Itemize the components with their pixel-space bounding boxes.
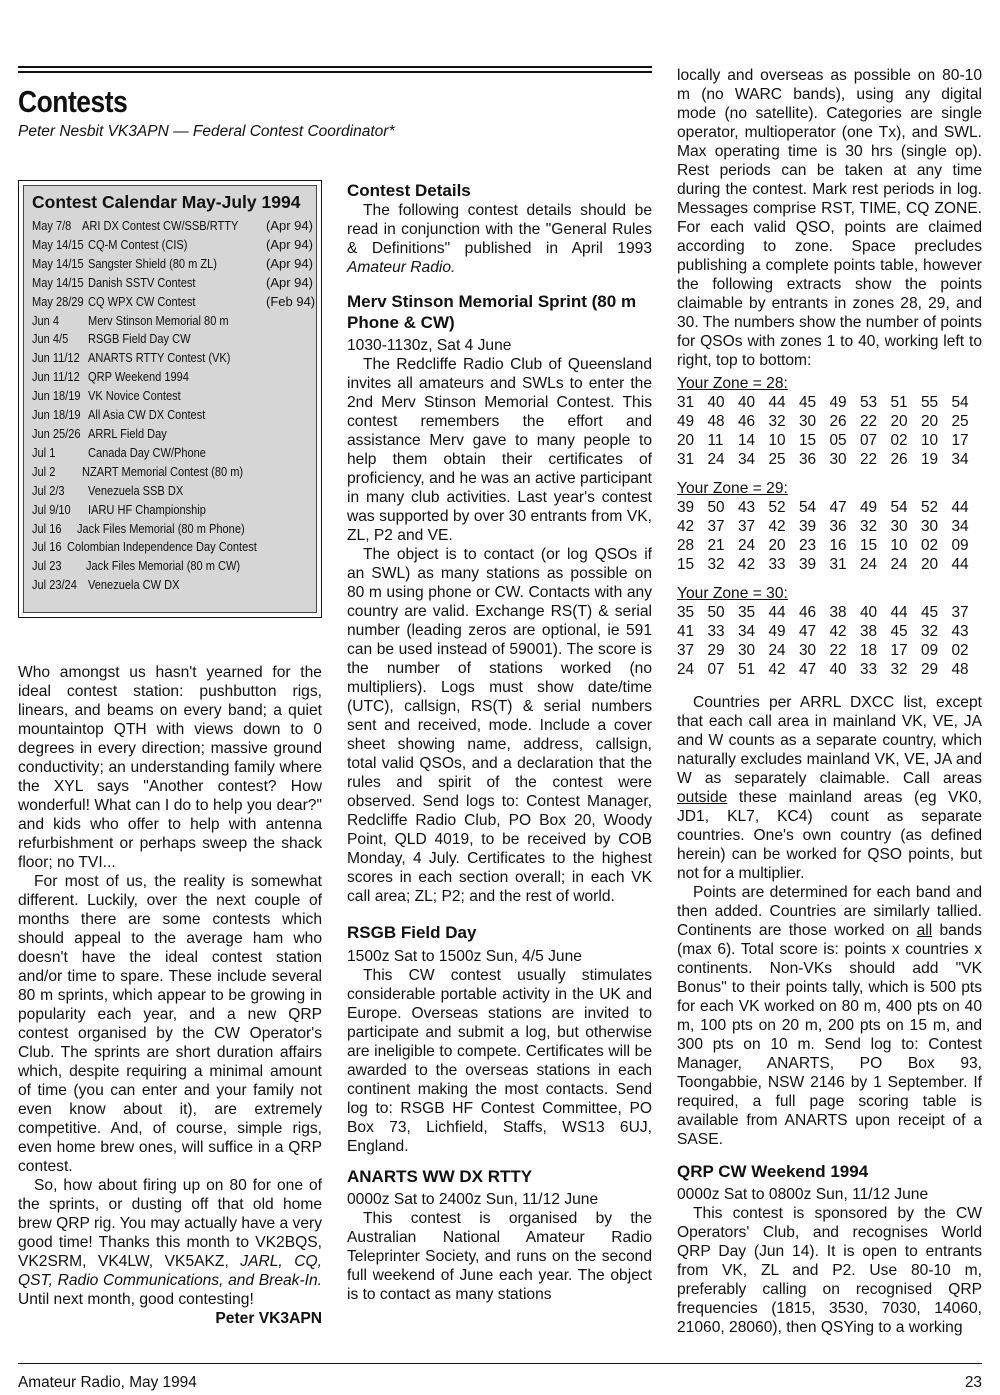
zone-points-cell: 37 xyxy=(951,604,969,621)
zone-points-cell: 48 xyxy=(707,413,725,430)
zone-tables xyxy=(677,374,982,679)
calendar-name: RSGB Field Day CW xyxy=(88,331,191,347)
zone-points-cell: 42 xyxy=(738,556,756,573)
calendar-name: CQ WPX CW Contest xyxy=(88,293,196,309)
zone-points-cell: 47 xyxy=(829,499,847,516)
zone-points-cell: 40 xyxy=(860,604,878,621)
calendar-row xyxy=(32,444,310,463)
calendar-name: Canada Day CW/Phone xyxy=(88,444,206,460)
merv-paragraph-2: The object is to contact (or log QSOs if an SWL) as many stations as possible on 80 m using phone or CW. Contacts with any country are valid. Exchange RS(T) & serial number (leading zeros are optional, ie 591 can be used instead of 59001). The score is the number of stations worked (no multipliers). Logs must show date/time (UTC), callsign, RS(T) & serial numbers sent and received, mode. Include a cover sheet showing name, address, callsign, total valid QSOs, and a declaration that the rules and spirit of the contest were observed. Send logs to: Contest Manager, Redcliffe Radio Club, PO Box 20, Woody Point, QLD 4019, to be received by COB Monday, 4 July. Certificates to the highest scores in each section overall; in each VK call area; ZL; P2; and the rest of world. xyxy=(347,546,652,905)
calendar-date: Jul 23/24 xyxy=(32,577,77,593)
zone-points-cell: 02 xyxy=(921,537,939,554)
zone-points-cell: 16 xyxy=(829,537,847,554)
zone-points-cell: 39 xyxy=(799,556,817,573)
calendar-date: Jun 11/12 xyxy=(32,350,80,366)
zone-points-cell: 54 xyxy=(890,499,908,516)
countries-paragraph: Countries per ARRL DXCC list, except that each call area in mainland VK, VE, JA and W counts as a separate country, which naturally excludes mainland VK, VE, JA and W as separately claimable. Call areas outside these mainland areas (eg VK0, JD1, KL7, KC4) count as separate countries. One's own country (as defined herein) can be worked for QSO points, but not for a multiplier. xyxy=(677,694,982,882)
zone-points-cell: 31 xyxy=(829,556,847,573)
header-rule xyxy=(18,66,652,68)
calendar-row xyxy=(32,520,310,539)
zone-points-cell: 18 xyxy=(860,642,878,659)
zone-points-cell: 24 xyxy=(677,661,695,678)
zone-points-grid xyxy=(677,603,982,679)
zone-points-cell: 49 xyxy=(768,623,786,640)
zone-points-cell: 29 xyxy=(921,661,939,678)
zone-points-cell: 10 xyxy=(890,537,908,554)
calendar-name: IARU HF Championship xyxy=(88,501,206,517)
calendar-ref xyxy=(267,557,310,576)
calendar-row xyxy=(32,255,313,274)
calendar-name: Colombian Independence Day Contest xyxy=(66,539,257,555)
calendar-date: Jun 25/26 xyxy=(32,425,81,441)
section-heading-merv-stinson: Merv Stinson Memorial Sprint (80 m Phone & CW) xyxy=(347,292,637,332)
zone-points-cell: 20 xyxy=(921,413,939,430)
zone-points-cell: 02 xyxy=(890,432,908,449)
zone-points-cell: 09 xyxy=(951,537,969,554)
zone-points-cell: 05 xyxy=(829,432,847,449)
calendar-date: Jul 23 xyxy=(32,558,62,574)
calendar-name: ARI DX Contest CW/SSB/RTTY xyxy=(82,218,239,233)
zone-points-cell: 45 xyxy=(921,604,939,621)
zone-points-cell: 09 xyxy=(921,642,939,659)
calendar-date: Jun 11/12 xyxy=(32,369,80,385)
thanks-paragraph: So, how about firing up on 80 for one of the sprints, or dusting off that old home brew QRP rig. You may actually have a very good time! Thanks this month to VK2BQS, VK2SRM, VK4LW, VK5AKZ, JARL, CQ, QST, Radio Communications, and Break-In. Until next month, good contesting! xyxy=(18,1177,322,1308)
zone-points-cell: 25 xyxy=(768,451,786,468)
zone-points-cell: 21 xyxy=(707,537,725,554)
zone-label: Your Zone = 30: xyxy=(677,585,788,602)
calendar-ref xyxy=(266,349,310,368)
zone-points-cell: 15 xyxy=(799,432,817,449)
zone-points-cell: 17 xyxy=(951,432,969,449)
zone-points-cell: 29 xyxy=(707,642,725,659)
calendar-date: May 14/15 xyxy=(32,236,84,252)
zone-points-cell: 54 xyxy=(951,394,969,411)
zone-points-cell: 22 xyxy=(860,451,878,468)
zone-points-cell: 14 xyxy=(738,432,756,449)
calendar-row xyxy=(32,482,310,501)
calendar-date: Jun 18/19 xyxy=(32,407,81,423)
zone-points-cell: 35 xyxy=(738,604,756,621)
column-1 xyxy=(18,663,322,1328)
zone-label: Your Zone = 28: xyxy=(677,375,788,392)
calendar-name: NZART Memorial Contest (80 m) xyxy=(81,463,243,479)
column-2 xyxy=(347,180,652,1304)
calendar-name: CQ-M Contest (CIS) xyxy=(88,236,188,252)
anarts-time: 0000z Sat to 2400z Sun, 11/12 June xyxy=(347,1191,599,1208)
zone-points-cell: 38 xyxy=(829,604,847,621)
zone-points-cell: 43 xyxy=(738,499,756,516)
zone-points-cell: 17 xyxy=(890,642,908,659)
zone-points-cell: 47 xyxy=(799,623,817,640)
calendar-ref xyxy=(266,387,310,406)
calendar-row xyxy=(32,538,310,557)
header-rule-2 xyxy=(18,71,652,73)
signature: Peter VK3APN xyxy=(215,1310,322,1327)
zone-points-cell: 32 xyxy=(921,623,939,640)
zone-points-cell: 47 xyxy=(799,661,817,678)
zone-points-cell: 20 xyxy=(768,537,786,554)
zone-points-cell: 46 xyxy=(738,413,756,430)
zone-points-cell: 22 xyxy=(860,413,878,430)
zone-points-cell: 15 xyxy=(860,537,878,554)
calendar-title: Contest Calendar May-July 1994 xyxy=(32,192,301,212)
calendar-ref xyxy=(274,520,310,539)
calendar-date: Jun 4 xyxy=(32,312,60,328)
zone-points-cell: 24 xyxy=(890,556,908,573)
zone-points-grid xyxy=(677,393,982,469)
zone-points-cell: 55 xyxy=(921,394,939,411)
calendar-ref: (Apr 94) xyxy=(266,255,313,271)
zone-points-cell: 34 xyxy=(738,623,756,640)
zone-points-cell: 30 xyxy=(799,642,817,659)
calendar-ref xyxy=(290,538,310,557)
anarts-paragraph: This contest is organised by the Australian National Amateur Radio Teleprinter Society, and runs on the second full weekend of June each year. The object is to contact as many stations xyxy=(347,1210,652,1303)
zone-points-cell: 30 xyxy=(829,451,847,468)
calendar-ref xyxy=(266,482,310,501)
calendar-row xyxy=(32,236,313,255)
zone-points-cell: 24 xyxy=(707,451,725,468)
zone-points-cell: 32 xyxy=(768,413,786,430)
zone-points-cell: 46 xyxy=(799,604,817,621)
footer-publication: Amateur Radio, May 1994 xyxy=(18,1374,197,1391)
zone-points-cell: 30 xyxy=(738,642,756,659)
calendar-row xyxy=(32,349,310,368)
calendar-date: Jul 2/3 xyxy=(32,482,65,498)
calendar-name: VK Novice Contest xyxy=(88,388,181,404)
zone-points-cell: 50 xyxy=(707,604,725,621)
points-paragraph: Points are determined for each band and then added. Countries are similarly tallied. Continents are those worked on all bands (max 6). Total score is: points x countries x continents. Non-VKs should add "VK Bonus" to their points tally, which is 500 pts for each VK worked on 80 m, 400 pts on 40 m, 100 pts on 20 m, 200 pts on 15 m, and 300 pts on 10 m. Send log to: Contest Manager, ANARTS, PO Box 93, Toongabbie, NSW 2146 by 1 September. If required, a full page scoring table is available from ANARTS upon receipt of a SASE. xyxy=(677,884,982,1148)
zone-points-cell: 32 xyxy=(707,556,725,573)
calendar-ref xyxy=(266,368,310,387)
zone-points-cell: 50 xyxy=(707,499,725,516)
section-heading-anarts: ANARTS WW DX RTTY xyxy=(347,1167,533,1186)
calendar-name: Venezuela SSB DX xyxy=(88,482,184,498)
calendar-ref: (Apr 94) xyxy=(266,274,313,290)
section-heading-qrp: QRP CW Weekend 1994 xyxy=(677,1162,869,1181)
zone-points-cell: 52 xyxy=(768,499,786,516)
zone-points-cell: 32 xyxy=(890,661,908,678)
zone-points-cell: 34 xyxy=(738,451,756,468)
calendar-date: Jun 18/19 xyxy=(32,388,81,404)
calendar-row xyxy=(32,501,310,520)
zone-points-cell: 52 xyxy=(921,499,939,516)
zone-points-cell: 45 xyxy=(799,394,817,411)
page-title: Contests xyxy=(18,84,128,119)
calendar-date: Jul 9/10 xyxy=(32,501,71,517)
zone-points-cell: 24 xyxy=(738,537,756,554)
zone-points-cell: 30 xyxy=(799,413,817,430)
calendar-ref xyxy=(266,444,310,463)
zone-points-cell: 33 xyxy=(860,661,878,678)
zone-points-cell: 44 xyxy=(768,604,786,621)
zone-points-cell: 42 xyxy=(829,623,847,640)
zone-points-cell: 31 xyxy=(677,394,695,411)
zone-points-cell: 51 xyxy=(890,394,908,411)
zone-points-cell: 34 xyxy=(951,451,969,468)
calendar-name: ARRL Field Day xyxy=(88,425,167,441)
section-heading-rsgb: RSGB Field Day xyxy=(347,923,477,942)
calendar-date: Jul 16 xyxy=(32,520,62,536)
calendar-ref xyxy=(266,425,310,444)
zone-points-cell: 53 xyxy=(860,394,878,411)
calendar-ref xyxy=(266,330,310,349)
calendar-date: May 14/15 xyxy=(32,255,84,271)
calendar-name: Venezuela CW DX xyxy=(88,577,180,593)
reality-paragraph: For most of us, the reality is somewhat different. Luckily, over the next couple of months there are some contests which should appeal to the average ham who doesn't have the ideal contest station and/or time to spare. These include several 80 m sprints, which appear to be growing in popularity each year, and a new QRP contest organised by the CW Operator's Club. The sprints are short duration affairs which, despite requiring a minimal amount of time (you can enter and your family not even know about it), are extremely competitive. And, of course, simple rigs, even home brew ones, will suffice in a QRP contest. xyxy=(18,873,322,1175)
zone-points-cell: 39 xyxy=(677,499,695,516)
calendar-ref xyxy=(266,312,310,331)
zone-points-cell: 23 xyxy=(799,537,817,554)
calendar-ref xyxy=(266,501,310,520)
calendar-list xyxy=(32,217,316,595)
calendar-ref: (Apr 94) xyxy=(266,218,313,233)
zone-points-cell: 31 xyxy=(677,451,695,468)
zone-points-cell: 10 xyxy=(768,432,786,449)
zone-points-cell: 35 xyxy=(677,604,695,621)
zone-points-cell: 34 xyxy=(951,518,969,535)
contest-calendar-box xyxy=(18,180,322,618)
zone-points-cell: 20 xyxy=(677,432,695,449)
calendar-ref xyxy=(271,463,310,482)
page-number: 23 xyxy=(964,1374,982,1391)
zone-points-cell: 33 xyxy=(707,623,725,640)
rsgb-paragraph: This CW contest usually stimulates considerable portable activity in the UK and Europe. Overseas stations are invited to participate and submit a log, but otherwise are ineligible to compete. Certificates will be awarded to the overseas stations in each continent making the most contacts. Send log to: RSGB HF Contest Committee, PO Box 73, Lichfield, Staffs, WS13 6UJ, England. xyxy=(347,967,652,1155)
calendar-row xyxy=(32,406,310,425)
zone-points-cell: 37 xyxy=(738,518,756,535)
calendar-row xyxy=(32,387,310,406)
zone-points-cell: 44 xyxy=(951,556,969,573)
calendar-date: Jun 4/5 xyxy=(32,331,69,347)
calendar-ref: (Apr 94) xyxy=(266,236,313,252)
zone-points-cell: 20 xyxy=(890,413,908,430)
zone-points-cell: 38 xyxy=(860,623,878,640)
calendar-row xyxy=(32,312,310,331)
intro-paragraph: Who amongst us hasn't yearned for the ideal contest station: pushbutton rigs, linears, and beams on every band; a quiet mountaintop QTH with views down to 0 degrees in every direction; massive ground conductivity; an understanding family where the XYL says "Another contest? How wonderful! What can I do to help you dear?" and kids who offer to help with antenna refurbishment or perhaps sweep the shack floor; no TVI... xyxy=(18,664,322,871)
calendar-row xyxy=(32,217,313,236)
zone-points-cell: 26 xyxy=(829,413,847,430)
zone-points-cell: 24 xyxy=(768,642,786,659)
zone-points-cell: 15 xyxy=(677,556,695,573)
zone-points-cell: 39 xyxy=(799,518,817,535)
calendar-name: Sangster Shield (80 m ZL) xyxy=(88,255,217,271)
zone-points-cell: 20 xyxy=(921,556,939,573)
merv-time: 1030-1130z, Sat 4 June xyxy=(347,337,512,354)
zone-points-cell: 44 xyxy=(768,394,786,411)
zone-points-cell: 51 xyxy=(738,661,756,678)
calendar-row xyxy=(32,557,310,576)
zone-points-cell: 07 xyxy=(707,661,725,678)
qrp-time: 0000z Sat to 0800z Sun, 11/12 June xyxy=(677,1186,929,1203)
zone-points-cell: 44 xyxy=(890,604,908,621)
zone-points-cell: 41 xyxy=(677,623,695,640)
zone-points-cell: 37 xyxy=(677,642,695,659)
calendar-name: ANARTS RTTY Contest (VK) xyxy=(88,350,231,366)
section-heading-contest-details: Contest Details xyxy=(347,181,471,200)
zone-points-cell: 42 xyxy=(677,518,695,535)
calendar-date: May 14/15 xyxy=(32,274,84,290)
calendar-name: Danish SSTV Contest xyxy=(88,274,196,290)
zone-points-cell: 30 xyxy=(921,518,939,535)
zone-points-cell: 43 xyxy=(951,623,969,640)
zone-points-cell: 07 xyxy=(860,432,878,449)
column-3 xyxy=(677,66,982,1337)
zone-points-cell: 49 xyxy=(829,394,847,411)
calendar-ref xyxy=(266,576,310,595)
byline: Peter Nesbit VK3APN — Federal Contest Coordinator* xyxy=(18,123,395,140)
calendar-row xyxy=(32,425,310,444)
zone-points-cell: 49 xyxy=(677,413,695,430)
zone-points-cell: 40 xyxy=(738,394,756,411)
zone-points-cell: 36 xyxy=(829,518,847,535)
merv-paragraph-1: The Redcliffe Radio Club of Queensland invites all amateurs and SWLs to enter the 2nd Merv Stinson Memorial Contest. This contest remembers the effort and assistance Merv gave to many people to help them obtain their certificates of proficiency, and he was an active participant in many club activities. Last year's contest was supported by over 30 entrants from VK, ZL, P2 and VE. xyxy=(347,356,652,544)
footer-rule xyxy=(18,1363,982,1364)
zone-points-cell: 02 xyxy=(951,642,969,659)
zone-points-cell: 24 xyxy=(860,556,878,573)
zone-points-cell: 40 xyxy=(707,394,725,411)
calendar-name: All Asia CW DX Contest xyxy=(88,407,206,423)
calendar-date: May 7/8 xyxy=(32,218,72,233)
calendar-row xyxy=(32,293,316,312)
zone-points-cell: 10 xyxy=(921,432,939,449)
qrp-paragraph: This contest is sponsored by the CW Operators' Club, and recognises World QRP Day (Jun 14). It is open to entrants from VK, ZL and P2. Use 80-10 m, preferably calling on recognised QRP frequencies (1815, 3530, 7030, 14060, 21060, 28060), then QSYing to a working xyxy=(677,1205,982,1336)
calendar-date: Jul 1 xyxy=(32,444,56,460)
zone-label: Your Zone = 29: xyxy=(677,480,788,497)
zone-points-cell: 32 xyxy=(860,518,878,535)
calendar-name: Jack Files Memorial (80 m CW) xyxy=(86,558,241,574)
zone-points-cell: 40 xyxy=(829,661,847,678)
zone-points-cell: 54 xyxy=(799,499,817,516)
zone-points-cell: 45 xyxy=(890,623,908,640)
calendar-date: Jul 16 xyxy=(32,539,62,555)
zone-points-cell: 36 xyxy=(799,451,817,468)
calendar-row xyxy=(32,463,310,482)
rsgb-time: 1500z Sat to 1500z Sun, 4/5 June xyxy=(347,948,582,965)
calendar-date: Jul 2 xyxy=(32,463,56,479)
zone-points-cell: 49 xyxy=(860,499,878,516)
calendar-date: May 28/29 xyxy=(32,293,84,309)
zone-points-cell: 42 xyxy=(768,661,786,678)
anarts-continued: locally and overseas as possible on 80-10 m (no WARC bands), using any digital mode (no satellite). Categories are single operator, multioperator (one Tx), and SWL. Max operating time is 30 hrs (single op). Rest periods can be taken at any time during the contest. Mark rest periods in log. Messages comprise RST, TIME, CQ ZONE. For each valid QSO, points are claimed according to zone. Space precludes publishing a complete points table, however the following extracts show the points claimable by entrants in zones 28, 29, and 30. The numbers show the number of points for QSOs with zones 1 to 40, working left to right, top to bottom: xyxy=(677,67,982,369)
zone-points-cell: 48 xyxy=(951,661,969,678)
calendar-ref: (Feb 94) xyxy=(266,293,316,309)
calendar-name: QRP Weekend 1994 xyxy=(88,369,189,385)
zone-points-cell: 11 xyxy=(707,432,724,449)
calendar-row xyxy=(32,330,310,349)
zone-points-grid xyxy=(677,498,982,574)
zone-points-cell: 42 xyxy=(768,518,786,535)
calendar-row xyxy=(32,576,310,595)
zone-points-cell: 22 xyxy=(829,642,847,659)
zone-points-cell: 25 xyxy=(951,413,969,430)
calendar-name: Jack Files Memorial (80 m Phone) xyxy=(77,520,245,536)
zone-points-cell: 44 xyxy=(951,499,969,516)
calendar-row xyxy=(32,368,310,387)
zone-points-cell: 19 xyxy=(921,451,939,468)
calendar-row xyxy=(32,274,313,293)
calendar-name: Merv Stinson Memorial 80 m xyxy=(88,312,229,328)
details-paragraph: The following contest details should be read in conjunction with the "General Rules & Definitions" published in April 1993 Amateur Radio. xyxy=(347,202,652,276)
zone-points-cell: 26 xyxy=(890,451,908,468)
zone-points-cell: 30 xyxy=(890,518,908,535)
zone-points-cell: 33 xyxy=(768,556,786,573)
calendar-ref xyxy=(266,406,310,425)
zone-points-cell: 28 xyxy=(677,537,695,554)
zone-points-cell: 37 xyxy=(707,518,725,535)
